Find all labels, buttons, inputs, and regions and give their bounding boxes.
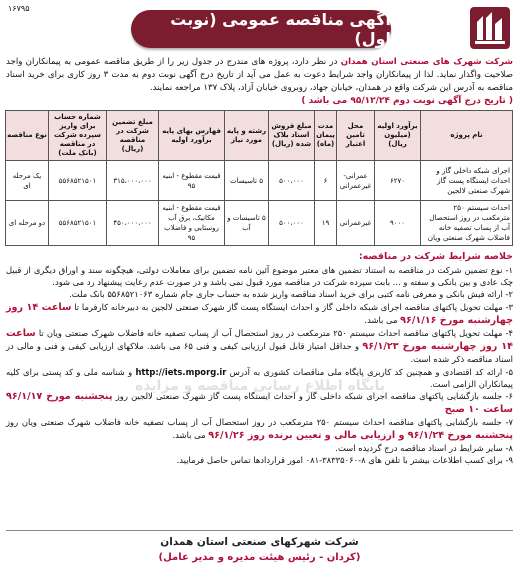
footer-signatory: (کردان - رئیس هیئت مدیره و مدیر عامل) [158, 552, 361, 563]
header-guarantee: مبلغ تضمین شرکت در مناقصه (ریال) [107, 111, 159, 161]
cell-funding-source: غیرعمرانی [337, 201, 375, 246]
watermark: پایگاه اطلاع رسانی مناقصه و مزایده [134, 378, 386, 394]
condition-7 [6, 416, 513, 441]
condition-3 [6, 301, 513, 327]
cell-project-name: احداث سیستم ۲۵۰ مترمکعب در روز استحصال آب از پساب تصفیه خانه فاضلاب شهرک صنعتی ویان [421, 201, 513, 246]
cell-estimate: ۹۰۰۰ [375, 201, 421, 246]
footer-organization: شرکت شهرکهای صنعتی استان همدان [160, 536, 359, 548]
cell-estimate: ۶۲۷۰ [375, 161, 421, 201]
cell-guarantee: ۳۱۵،۰۰۰،۰۰۰ [107, 161, 159, 201]
organization-logo-icon [469, 6, 511, 50]
cell-tender-type: یک مرحله ای [6, 161, 49, 201]
cell-tender-type: دو مرحله ای [6, 201, 49, 246]
condition-4-end: و حداقل امتیاز قابل قبول ارزیابی کیفی و فنی ۶۵ می باشد. ملاکهای ارزیابی کیفی و فنی و مالی در اسناد مناقصه ذکر شده است. [6, 341, 513, 365]
condition-7-text: ۷- جلسه بازگشایی پاکتهای مناقصه احداث سیستم ۲۵۰ مترمکعب در روز استحصال آب از پساب تصفیه خانه فاضلاب شهرک صنعتی ویان روز [6, 417, 513, 428]
header-grade: رشته و پایه مورد نیاز [225, 111, 269, 161]
condition-2: ۲- ارائه فیش بانکی و معرفی نامه کتبی برای خرید اسناد مناقصه واریز شده به حساب جاری جام شماره ۵۵۶۸۵۲۱۰۶۳ بانک ملت. [69, 289, 513, 300]
condition-7-end: می باشد. [172, 429, 206, 440]
condition-1: ۱- نوع تضمین شرکت در مناقصه به استناد تضمین های معتبر موضوع آئین نامه تضمین برای معاملات دولتی، هیچگونه سند و اوراق دیگری از قبیل چک عادی و بین بانکی و سفته و ... بابت سپرده شرکت در مناقصه مورد قبول نمی باشد و در صورت عدم رعایت پیشنهاد رد می شود. [6, 265, 513, 288]
ad-header [6, 4, 513, 54]
condition-6-text: ۶- جلسه بازگشایی پاکتهای مناقصه اجرای شبکه داخلی گاز و احداث ایستگاه پست گاز شهرک صنعتی لالجین روز [115, 391, 513, 402]
cell-account: ۵۵۶۸۵۲۱۵۰۱ [49, 201, 107, 246]
condition-7-date: پنجشنبه مورخ ۹۶/۱/۲۴ و ارزیابی مالی و تعیین برنده روز ۹۶/۱/۲۶ [208, 429, 513, 441]
condition-3-end: می باشد. [364, 314, 398, 325]
cell-price-list: قیمت مقطوع - ابنیه ۹۵ [159, 161, 225, 201]
cell-grade: ۵ تاسیسات [225, 161, 269, 201]
condition-5 [6, 366, 513, 390]
cell-duration: ۶ [315, 161, 337, 201]
publication-date-note: ( تاریخ درج آگهی نوبت دوم ۹۵/۱۲/۲۴ می باشد ) [301, 96, 513, 106]
cell-grade: ۵ تاسیسات و آب [225, 201, 269, 246]
header-price-list: فهارس بهای پایه برآورد اولیه [159, 111, 225, 161]
header-project-name: نام پروژه [421, 111, 513, 161]
intro-text: در نظر دارد، پروژه های مندرج در جدول زیر را از طریق مناقصه عمومی به پیمانکاران واجد صلاحیت واگذار نماید. لذا از پیمانکاران واجد شرایط دعوت به عمل می آید از تاریخ درج آگهی نوبت دوم به مدت ۳ روز کاری برای خرید اسناد مناقصه به آدرس این شرکت واقع در همدان، خیابان جهاد، روبروی خیابان آزاد، پلاک ۱۳۷ مراجعه نمایند. [6, 57, 514, 93]
header-tender-type: نوع مناقصه [6, 111, 49, 161]
cell-price-list: قیمت مقطوع - ابنیه مکانیک، برق آب روستایی و فاضلاب ۹۵ [159, 201, 225, 246]
intro-paragraph [6, 56, 513, 95]
header-document-price: مبلغ فروش اسناد بلاک شده (ریال) [269, 111, 315, 161]
condition-4 [6, 327, 513, 366]
conditions-list [6, 264, 513, 466]
cell-guarantee: ۴۵۰،۰۰۰،۰۰۰ [107, 201, 159, 246]
conditions-heading: خلاصه شرایط شرکت در مناقصه: [358, 251, 513, 262]
header-funding-source: محل تامین اعتبار [337, 111, 375, 161]
cell-document-price: ۵۰۰،۰۰۰ [269, 201, 315, 246]
tender-table [5, 110, 513, 246]
ad-number: ۱۶۷۹۵ [8, 4, 30, 13]
table-row [6, 161, 513, 201]
condition-4-text: ۴- مهلت تحویل پاکتهای مناقصه احداث سیستم ۲۵۰ مترمکعب در روز استحصال آب از پساب تصفیه خانه فاضلاب شهرک صنعتی ویان تا [38, 328, 513, 339]
condition-6-date: پنجشنبه مورخ ۹۶/۱/۱۷ ساعت ۱۰ صبح [6, 391, 513, 416]
header-account: شماره حساب برای واریز سپرده شرکت در مناقصه (بانک ملت) [49, 111, 107, 161]
condition-3-text: ۳- مهلت تحویل پاکتهای مناقصه اجرای شبکه داخلی گاز و احداث ایستگاه پست گاز شهرک صنعتی لالجین به دبیرخانه کارفرما تا [74, 301, 513, 312]
condition-9: ۹- برای کسب اطلاعات بیشتر با تلفن های ۸-۳۸۳۳۵۰۶۰-۰۸۱ امور قراردادها تماس حاصل فرمایید. [176, 455, 513, 466]
condition-8: ۸- سایر شرایط در اسناد مناقصه درج گردیده است. [335, 442, 513, 453]
table-header-row [6, 111, 513, 161]
header-estimate: برآورد اولیه (میلیون ریال) [375, 111, 421, 161]
header-duration: مدت پیمان (ماه) [315, 111, 337, 161]
cell-project-name: اجرای شبکه داخلی گاز و احداث ایستگاه پست گاز شهرک صنعتی لالجین [421, 161, 513, 201]
table-row [6, 201, 513, 246]
cell-account: ۵۵۶۸۵۲۱۵۰۱ [49, 161, 107, 201]
procurement-portal-link[interactable]: http://iets.mporg.ir [135, 366, 227, 377]
condition-6 [6, 390, 513, 416]
condition-5-text: ۵- ارائه کد اقتصادی و همچنین کد کاربری پایگاه ملی مناقصات کشوری به آدرس [229, 366, 514, 377]
ad-footer [6, 530, 513, 570]
ad-title: آگهی مناقصه عمومی (نوبت اول) [131, 10, 391, 48]
cell-funding-source: عمرانی-غیرعمرانی [337, 161, 375, 201]
condition-4-deadline: ساعت ۱۴ روز چهارشنبه مورخ ۹۶/۱/۲۳ [6, 328, 513, 353]
cell-document-price: ۵۰۰،۰۰۰ [269, 161, 315, 201]
condition-3-deadline: ساعت ۱۴ روز چهارشنبه مورخ ۹۶/۱/۱۶ [6, 301, 513, 326]
organization-name: شرکت شهرک های صنعتی استان همدان [340, 57, 514, 67]
condition-5-end: و شناسه ملی و کد پستی برای کلیه پیمانکاران الزامی است. [6, 366, 513, 389]
cell-duration: ۱۹ [315, 201, 337, 246]
